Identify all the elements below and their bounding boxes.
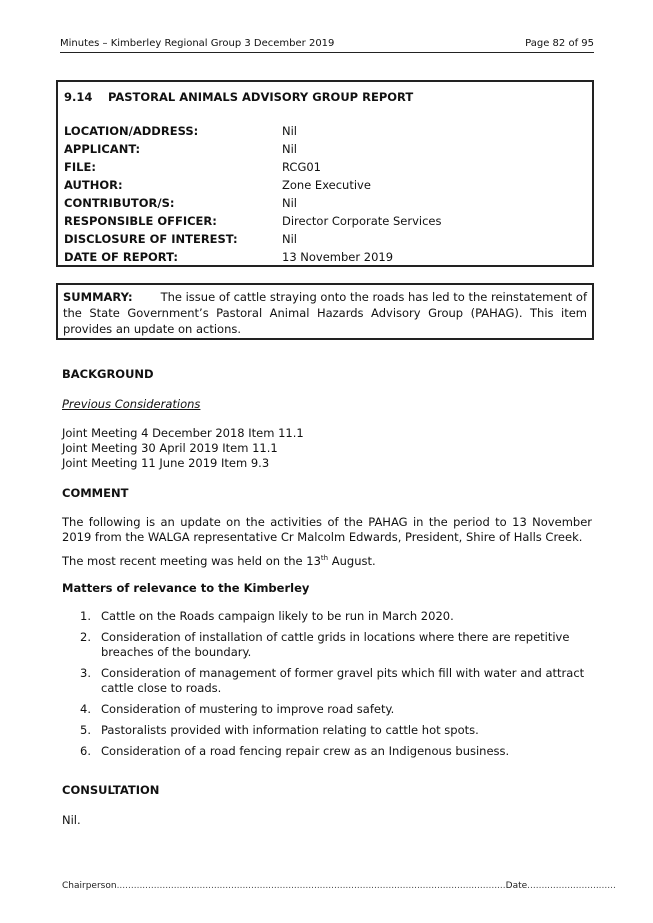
- list-item: Joint Meeting 11 June 2019 Item 9.3: [62, 456, 270, 470]
- field-label: DATE OF REPORT:: [64, 250, 178, 264]
- comment-meeting-paragraph: [62, 551, 592, 569]
- report-fields: [64, 124, 442, 268]
- field-author: [64, 178, 442, 196]
- date-label: Date: [505, 881, 528, 891]
- meeting-text-end: August.: [328, 554, 376, 568]
- item-number: 1.: [80, 609, 91, 623]
- field-label: APPLICANT:: [64, 142, 141, 156]
- matters-heading: Matters of relevance to the Kimberley: [62, 581, 310, 595]
- report-number: 9.14: [64, 90, 93, 104]
- page-header: [60, 36, 594, 53]
- field-value: Director Corporate Services: [282, 214, 442, 228]
- item-number: 6.: [80, 744, 91, 758]
- field-value: RCG01: [282, 160, 321, 174]
- summary-box: [56, 283, 594, 340]
- field-label: FILE:: [64, 160, 96, 174]
- page-number: Page 82 of 95: [525, 38, 594, 49]
- list-item: [80, 723, 592, 738]
- summary-text: The issue of cattle straying onto the roads has led to the reinstatement of the State Government’s Pastoral Animal Hazards Advisory Group (PAHAG). This item provides an update on actions.: [63, 290, 587, 336]
- list-item: [80, 666, 592, 696]
- item-text: Consideration of management of former gravel pits which fill with water and attract cattle close to roads.: [101, 666, 585, 695]
- item-text: Pastoralists provided with information relating to cattle hot spots.: [101, 723, 479, 737]
- field-applicant: [64, 142, 442, 160]
- report-title-text: PASTORAL ANIMALS ADVISORY GROUP REPORT: [108, 90, 414, 104]
- item-number: 2.: [80, 630, 91, 644]
- field-contributors: [64, 196, 442, 214]
- field-label: CONTRIBUTOR/S:: [64, 196, 175, 210]
- report-details-box: [56, 80, 594, 267]
- item-text: Cattle on the Roads campaign likely to be run in March 2020.: [101, 609, 454, 623]
- field-disclosure: [64, 232, 442, 250]
- chairperson-label: Chairperson: [62, 881, 117, 891]
- list-item: Joint Meeting 30 April 2019 Item 11.1: [62, 441, 278, 455]
- item-number: 4.: [80, 702, 91, 716]
- comment-paragraph: The following is an update on the activities of the PAHAG in the period to 13 November 2019 from the WALGA representative Cr Malcolm Edwards, President, Shire of Halls Creek.: [62, 515, 592, 544]
- consultation-heading: CONSULTATION: [62, 783, 160, 797]
- field-value: Nil: [282, 232, 297, 246]
- field-value: Nil: [282, 124, 297, 138]
- list-item: Joint Meeting 4 December 2018 Item 11.1: [62, 426, 304, 440]
- field-location: [64, 124, 442, 142]
- list-item: [80, 744, 592, 759]
- meeting-text: The most recent meeting was held on the 13: [62, 554, 321, 568]
- list-item: [80, 609, 592, 624]
- item-number: 3.: [80, 666, 91, 680]
- field-file: [64, 160, 442, 178]
- ordinal-suffix: th: [320, 554, 329, 562]
- field-label: DISCLOSURE OF INTEREST:: [64, 232, 238, 246]
- matters-list: [80, 609, 592, 765]
- field-value: Zone Executive: [282, 178, 371, 192]
- consultation-text: Nil.: [62, 813, 81, 827]
- considerations-list: [62, 426, 304, 471]
- signature-footer: [62, 881, 616, 891]
- field-value: Nil: [282, 142, 297, 156]
- background-heading: BACKGROUND: [62, 367, 154, 381]
- list-item: [80, 630, 592, 660]
- field-label: RESPONSIBLE OFFICER:: [64, 214, 217, 228]
- field-label: LOCATION/ADDRESS:: [64, 124, 199, 138]
- summary-label: SUMMARY:: [63, 290, 133, 304]
- item-number: 5.: [80, 723, 91, 737]
- field-label: AUTHOR:: [64, 178, 123, 192]
- chairperson-signature-line: ........................................................................................................................................: [116, 881, 506, 891]
- list-item: [80, 702, 592, 717]
- field-date: [64, 250, 442, 268]
- comment-heading: COMMENT: [62, 486, 129, 500]
- item-text: Consideration of mustering to improve road safety.: [101, 702, 395, 716]
- field-responsible-officer: [64, 214, 442, 232]
- item-text: Consideration of installation of cattle grids in locations where there are repetitive breaches of the boundary.: [101, 630, 570, 659]
- item-text: Consideration of a road fencing repair crew as an Indigenous business.: [101, 744, 510, 758]
- date-line: ...............................: [527, 881, 616, 891]
- field-value: 13 November 2019: [282, 250, 394, 264]
- previous-considerations-heading: Previous Considerations: [62, 397, 201, 411]
- header-title: Minutes – Kimberley Regional Group 3 December 2019: [60, 38, 335, 49]
- report-title: [64, 90, 413, 104]
- field-value: Nil: [282, 196, 297, 210]
